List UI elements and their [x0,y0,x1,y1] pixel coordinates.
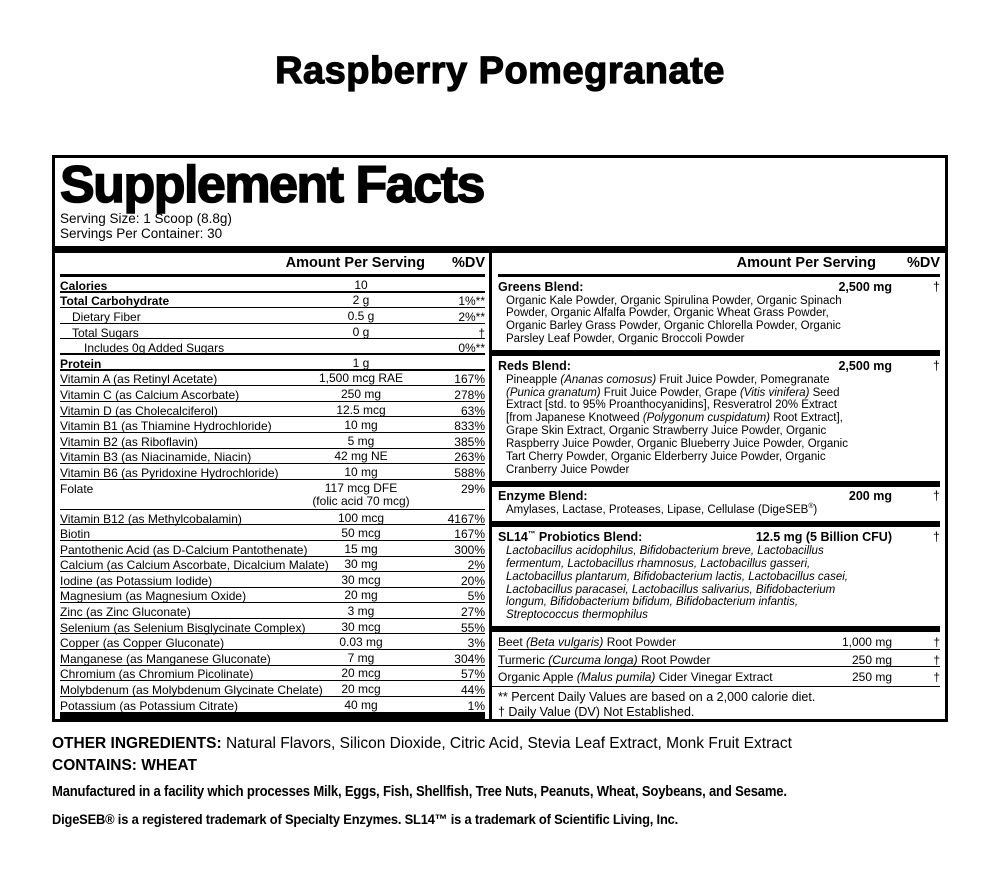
nutrient-row [60,355,485,371]
nutrient-row [60,557,485,573]
nutrient-dv: 63% [460,403,485,418]
botanical-dv: † [933,635,940,650]
nutrient-dv: 4167% [447,511,485,526]
botanical-amount: 250 mg [851,670,892,685]
nutrient-row [60,525,485,541]
nutrient-dv: 3% [467,636,485,651]
nutrient-row [60,681,485,697]
nutrient-amount: 10 [354,277,368,292]
amount-per-serving-header: Amount Per Serving [285,255,425,271]
nutrient-amount: 20 mcg [341,666,381,681]
blend-amount: 2,500 mg [838,358,892,373]
blend-sections [498,277,940,632]
blend-amount: 2,500 mg [838,279,892,294]
nutrient-name: Vitamin B1 (as Thiamine Hydrochloride) [60,419,272,434]
nutrient-name: Vitamin B12 (as Methylcobalamin) [60,511,242,526]
nutrient-amount: 30 mcg [341,619,381,634]
nutrient-dv: 55% [460,620,485,635]
nutrient-dv: 1% [467,698,485,713]
botanical-row [498,667,940,685]
serving-size: Serving Size: 1 Scoop (8.8g) [60,211,232,226]
nutrient-row [60,510,485,526]
nutrient-row [60,697,485,713]
nutrient-dv: 29% [460,481,485,496]
blend-header [498,356,940,373]
dv-header: %DV [906,255,940,271]
amount-per-serving-header: Amount Per Serving [736,255,876,271]
blend-name: Reds Blend: [498,358,571,373]
nutrient-dv: † [478,325,485,340]
nutrient-dv: 57% [460,667,485,682]
nutrient-amount: 1 g [352,355,370,370]
nutrient-amount: 100 mcg [337,510,385,525]
nutrient-amount: 20 mcg [341,682,381,697]
blend-ingredients: Amylases, Lactase, Proteases, Lipase, Cellulase (DigeSEB®) [506,503,818,517]
nutrient-row [60,386,485,402]
nutrient-amount: 7 mg [347,650,375,665]
botanical-amount: 1,000 mg [841,635,892,650]
nutrient-name: Folate [60,481,94,496]
left-bottom-bar [60,712,485,719]
nutrient-name: Vitamin B6 (as Pyridoxine Hydrochloride) [60,465,279,480]
nutrient-row [60,480,485,510]
nutrient-dv: 300% [454,542,485,557]
nutrient-name: Total Carbohydrate [60,294,170,309]
nutrient-row [60,464,485,480]
nutrient-row [60,603,485,619]
nutrient-dv: 2% [467,558,485,573]
dv-header: %DV [451,255,485,271]
nutrient-dv: 27% [460,605,485,620]
blend-header [498,277,940,294]
nutrient-row [60,541,485,557]
footnote-line: ** Percent Daily Values are based on a 2,000 calorie diet. [498,690,816,704]
nutrient-name: Total Sugars [72,325,139,340]
nutrient-name: Vitamin B3 (as Niacinamide, Niacin) [60,450,252,465]
blend-dv: † [933,489,940,504]
nutrient-row [60,402,485,418]
nutrient-row [60,277,485,293]
nutrient-amount: 42 mg NE [334,449,388,464]
blend-dv: † [933,279,940,294]
blend-name: SL14™ Probiotics Blend: [498,528,643,544]
nutrient-amount: 30 mg [344,557,378,572]
other-ingredients [52,735,792,753]
nutrient-name: Manganese (as Manganese Gluconate) [60,651,271,666]
nutrient-row [60,449,485,465]
botanical-name: Turmeric (Curcuma longa) Root Powder [498,652,711,667]
nutrient-name: Magnesium (as Magnesium Oxide) [60,589,247,604]
nutrient-amount: 5 mg [347,433,375,448]
footnotes [498,686,940,719]
nutrient-dv: 588% [454,465,485,480]
nutrient-name: Protein [60,356,102,371]
nutrient-amount: 2 g [352,293,370,308]
nutrient-amount: 10 mg [344,464,378,479]
botanical-dv: † [933,652,940,667]
nutrient-amount: 1,500 mcg RAE [318,371,404,386]
nutrient-name: Includes 0g Added Sugars [84,341,225,356]
nutrient-name: Selenium (as Selenium Bisglycinate Complex) [60,620,306,635]
nutrient-table [60,277,485,712]
supplement-facts-panel [52,155,948,722]
panel-title: Supplement Facts [60,156,484,214]
nutrient-dv: 20% [460,573,485,588]
nutrient-name: Vitamin D (as Cholecalciferol) [60,403,218,418]
nutrient-amount: 0.03 mg [339,635,383,650]
blend-ingredients: Pineapple (Ananas comosus) Fruit Juice Powder, Pomegranate (Punica granatum) Fruit Juice Powder, Grape (Vitis vinifera) Seed Extract [std. to 95% Proanthocyanidins], Resveratrol 20% Extract [from Japanese Knotweed (Polygonum cuspidatum) Root Extract], Grape Skin Extract, Organic Strawberry Juice Powder, Organic Raspberry Juice Powder, Organic Blueberry Juice Powder, Organic Tart Cherry Powder, Organic Elderberry Juice Powder, Organic Cranberry Juice Powder [506,373,848,476]
nutrient-row [60,634,485,650]
blend-name: Greens Blend: [498,279,584,294]
nutrient-row [60,371,485,387]
botanical-rows [498,632,940,685]
nutrient-name: Molybdenum (as Molybdenum Glycinate Chelate) [60,683,323,698]
nutrient-dv: 263% [454,450,485,465]
nutrient-amount: 20 mg [344,588,378,603]
blend-ingredients: Lactobacillus acidophilus, Bifidobacterium breve, Lactobacillus fermentum, Lactobacillus rhamnosus, Lactobacillus gasseri, Lactobacillus plantarum, Bifidobacterium lactis, Lactobacillus casei, Lactobacillus paracasei, Lactobacillus salivarius, Bifidobacterium longum, Bifidobacterium bifidum, Bifidobacterium infantis, Streptococcus thermophilus [506,544,848,622]
nutrient-row [60,324,485,340]
blend-header [498,527,940,544]
footnote-line: † Daily Value (DV) Not Established. [498,704,695,719]
nutrient-row [60,666,485,682]
nutrient-dv: 833% [454,419,485,434]
right-column-header [498,253,940,277]
nutrient-row [60,433,485,449]
nutrient-name: Vitamin A (as Retinyl Acetate) [60,372,218,387]
nutrient-row [60,650,485,666]
nutrient-row [60,572,485,588]
nutrient-dv: 44% [460,683,485,698]
botanical-name: Organic Apple (Malus pumila) Cider Vinegar Extract [498,670,773,685]
panel-columns [60,253,940,719]
nutrient-name: Dietary Fiber [72,309,141,324]
nutrient-dv: 385% [454,434,485,449]
servings-per-container: Servings Per Container: 30 [60,226,223,241]
nutrient-row [60,619,485,635]
nutrient-amount: 250 mg [340,386,382,401]
nutrient-dv: 167% [454,527,485,542]
nutrient-dv: 5% [467,589,485,604]
blend-amount: 12.5 mg (5 Billion CFU) [755,529,892,544]
botanical-amount: 250 mg [851,652,892,667]
blend-header [498,487,940,504]
trademark-statement: DigeSEB® is a registered trademark of Specialty Enzymes. SL14™ is a trademark of Scientific Living, Inc. [52,811,679,827]
blend-dv: † [933,358,940,373]
nutrient-name: Vitamin B2 (as Riboflavin) [60,434,198,449]
nutrient-row [60,293,485,309]
nutrient-dv: 0%** [458,341,485,356]
botanical-name: Beet (Beta vulgaris) Root Powder [498,635,677,650]
header-divider-bar [55,246,945,253]
nutrient-amount: 0.5 g [347,308,375,323]
nutrient-dv: 2%** [458,309,485,324]
botanical-row [498,650,940,668]
nutrient-amount: 0 g [352,324,370,339]
nutrient-amount: 30 mcg [341,572,381,587]
botanical-row [498,632,940,650]
nutrient-amount: 3 mg [347,604,375,619]
nutrient-name: Chromium (as Chromium Picolinate) [60,667,254,682]
nutrient-name: Calories [60,278,108,293]
blends-column [492,253,940,719]
nutrient-dv: 304% [454,651,485,666]
nutrient-row [60,339,485,355]
other-ingredients-label: OTHER INGREDIENTS: [52,735,222,752]
nutrient-row [60,588,485,604]
nutrient-name: Pantothenic Acid (as D-Calcium Pantothenate) [60,542,308,557]
blend-dv: † [933,529,940,544]
nutrient-row [60,417,485,433]
nutrient-amount: 40 mg [344,697,378,712]
nutrients-column [60,253,492,719]
nutrient-name: Copper (as Copper Gluconate) [60,636,225,651]
nutrient-name: Zinc (as Zinc Gluconate) [60,605,191,620]
nutrient-name: Potassium (as Potassium Citrate) [60,698,239,713]
nutrient-name: Iodine (as Potassium Iodide) [60,573,213,588]
nutrient-name: Vitamin C (as Calcium Ascorbate) [60,387,240,402]
blend-amount: 200 mg [848,489,892,504]
nutrient-amount: 10 mg [344,418,378,433]
nutrient-amount: 117 mcg DFE (folic acid 70 mcg) [312,480,410,509]
left-column-header [60,253,485,277]
facility-statement: Manufactured in a facility which processes Milk, Eggs, Fish, Shellfish, Tree Nuts, Peanuts, Wheat, Soybeans, and Sesame. [52,784,787,800]
blend-name: Enzyme Blend: [498,489,588,504]
nutrient-dv: 1%** [458,294,485,309]
botanical-dv: † [933,670,940,685]
nutrient-amount: 15 mg [344,541,378,556]
other-ingredients-list: Natural Flavors, Silicon Dioxide, Citric Acid, Stevia Leaf Extract, Monk Fruit Extract [221,735,792,752]
nutrient-dv: 167% [454,372,485,387]
nutrient-row [60,308,485,324]
nutrient-amount: 12.5 mcg [336,402,386,417]
contains-statement: CONTAINS: WHEAT [52,757,197,774]
nutrient-dv: 278% [454,387,485,402]
blend-ingredients: Organic Kale Powder, Organic Spirulina Powder, Organic Spinach Powder, Organic Alfalfa Powder, Organic Wheat Grass Powder, Organic Barley Grass Powder, Organic Chlorella Powder, Organic Parsley Leaf Powder, Organic Broccoli Powder [506,294,842,346]
nutrient-amount: 50 mcg [341,526,381,541]
nutrient-name: Calcium (as Calcium Ascorbate, Dicalcium Malate) [60,558,329,573]
nutrient-name: Biotin [60,527,91,542]
flavor-title: Raspberry Pomegranate [275,50,725,92]
